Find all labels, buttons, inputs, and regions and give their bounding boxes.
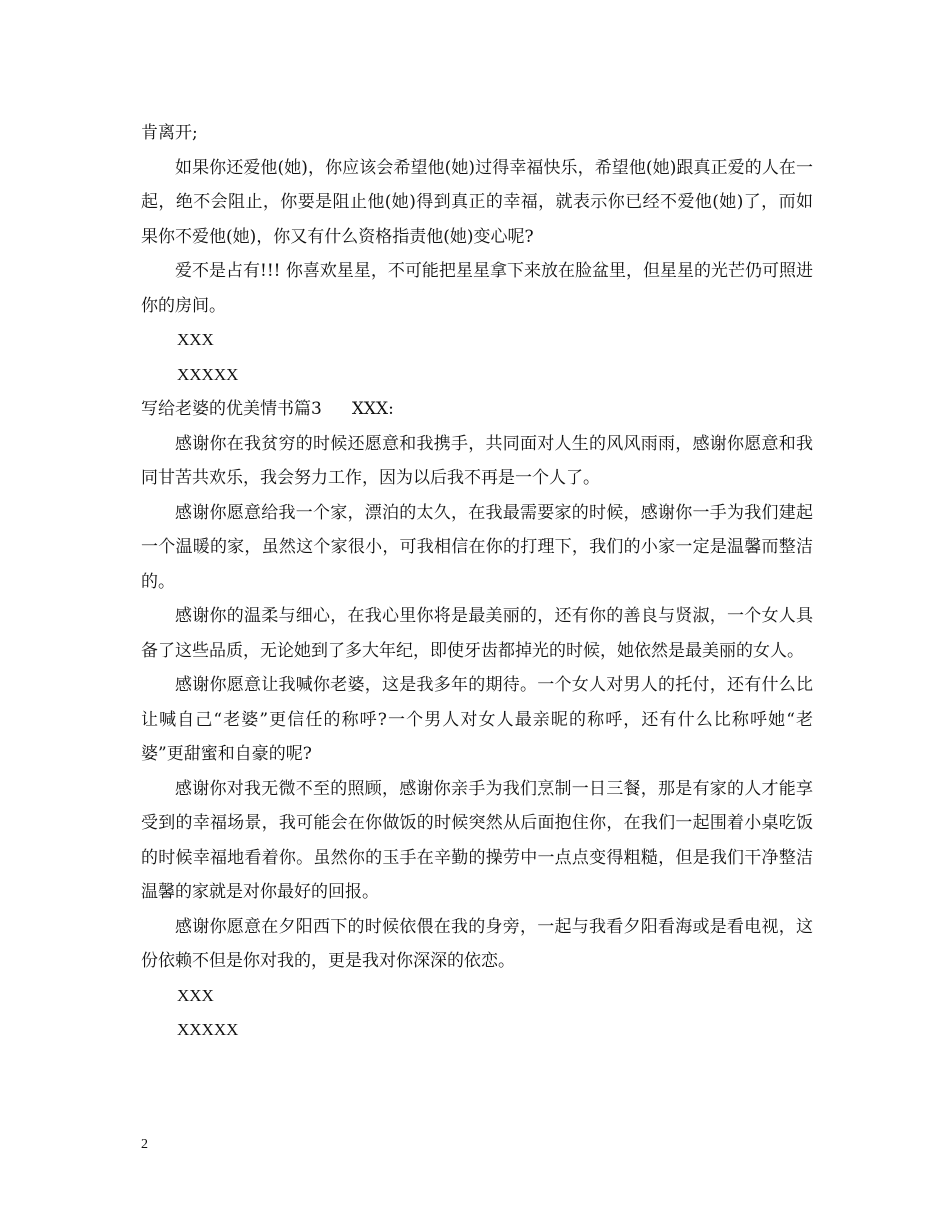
signature-line: XXX	[177, 330, 214, 349]
paragraph: 如果你还爱他(她)，你应该会希望他(她)过得幸福快乐，希望他(她)跟真正爱的人在一起，绝不会阻止，你要是阻止他(她)得到真正的幸福，就表示你已经不爱他(她)了，而如果你不爱他(她)，你又有什么资格指责他(她)变心呢?	[141, 157, 813, 247]
paragraph: 感谢你的温柔与细心，在我心里你将是最美丽的，还有你的善良与贤淑，一个女人具备了这些品质，无论她到了多大年纪，即使牙齿都掉光的时候，她依然是最美丽的女人。	[141, 606, 813, 661]
paragraph: 感谢你在我贫穷的时候还愿意和我携手，共同面对人生的风风雨雨，感谢你愿意和我同甘苦共欢乐，我会努力工作，因为以后我不再是一个人了。	[141, 433, 813, 488]
section-title: 写给老婆的优美情书篇3	[141, 399, 322, 419]
paragraph: 感谢你愿意在夕阳西下的时候依偎在我的身旁，一起与我看夕阳看海或是看电视，这份依赖不但是你对我的，更是我对你深深的依恋。	[141, 916, 813, 971]
document-body	[141, 116, 813, 1048]
page-number: 2	[141, 1137, 148, 1152]
section-heading-line	[141, 392, 813, 427]
salutation: XXX:	[351, 399, 394, 419]
signature-line: XXXXX	[177, 1020, 239, 1039]
paragraph: 爱不是占有!!! 你喜欢星星，不可能把星星拿下来放在脸盆里，但星星的光芒仍可照进你的房间。	[141, 261, 813, 316]
paragraph: 感谢你愿意给我一个家，漂泊的太久，在我最需要家的时候，感谢你一手为我们建起一个温暖的家，虽然这个家很小，可我相信在你的打理下，我们的小家一定是温馨而整洁的。	[141, 502, 813, 592]
signature-line: XXXXX	[177, 364, 239, 384]
paragraph: 感谢你对我无微不至的照顾，感谢你亲手为我们烹制一日三餐，那是有家的人才能享受到的幸福场景，我可能会在你做饭的时候突然从后面抱住你，在我们一起围着小桌吃饭的时候幸福地看着你。虽然你的玉手在辛勤的操劳中一点点变得粗糙，但是我们干净整洁温馨的家就是对你最好的回报。	[141, 778, 813, 902]
paragraph: 感谢你愿意让我喊你老婆，这是我多年的期待。一个女人对男人的托付，还有什么比让喊自己“老婆”更信任的称呼?一个男人对女人最亲昵的称呼，还有什么比称呼她“老婆”更甜蜜和自豪的呢?	[141, 675, 813, 764]
signature-line: XXX	[177, 985, 214, 1005]
paragraph-continuation: 肯离开;	[141, 123, 198, 143]
